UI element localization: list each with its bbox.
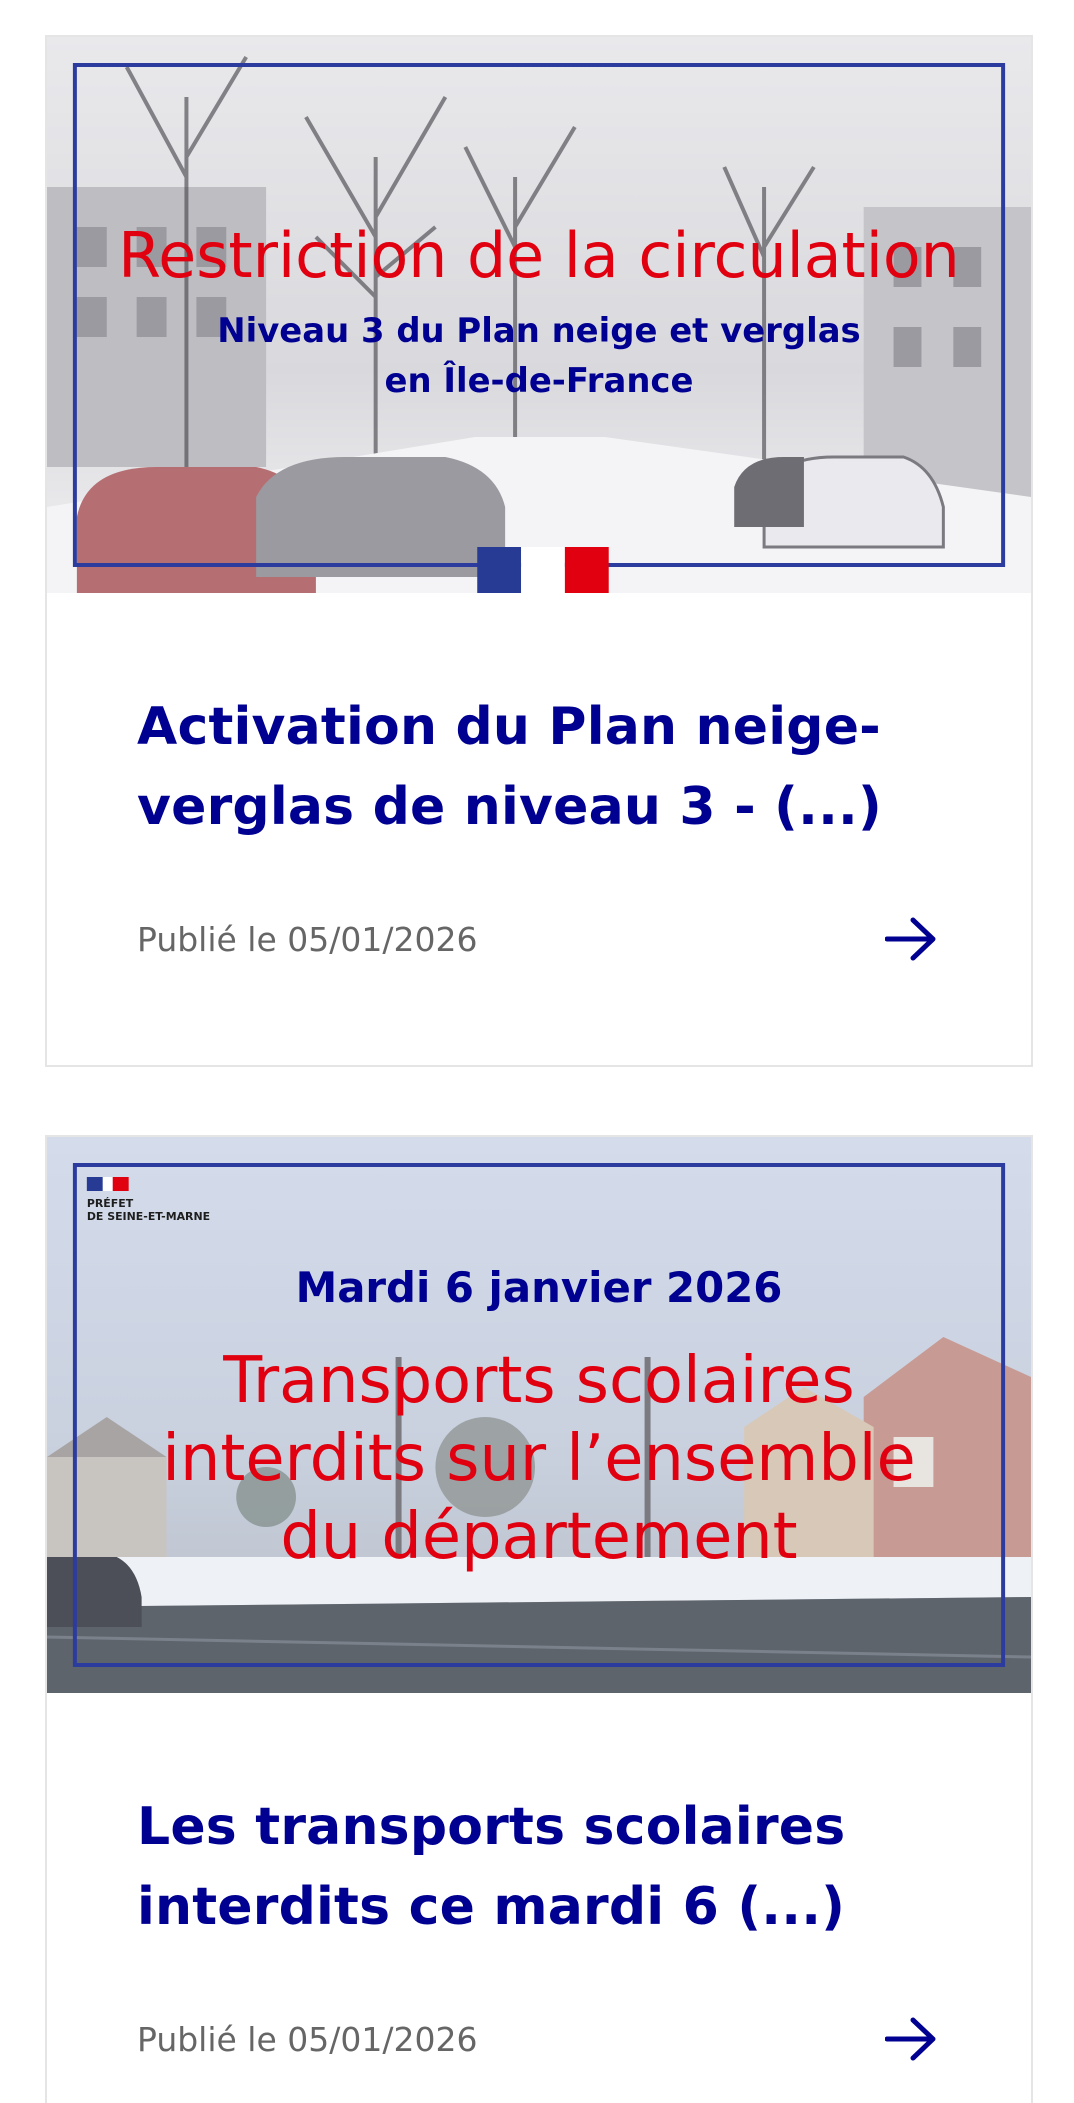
card-title-line: interdits ce mardi 6 (...)	[137, 1877, 846, 1937]
card-footer	[137, 2009, 941, 2069]
snow-street-illustration	[47, 37, 1031, 593]
card-footer	[137, 909, 941, 969]
image-subline: Niveau 3 du Plan neige et verglas	[217, 311, 861, 352]
card-body	[47, 1693, 1031, 2059]
image-headline: interdits sur l’ensemble	[162, 1421, 916, 1497]
card-title-link[interactable]	[137, 687, 941, 847]
image-subline: en Île-de-France	[384, 361, 694, 402]
news-card[interactable]	[45, 35, 1033, 1067]
card-body	[47, 593, 1031, 959]
arrow-right-icon[interactable]	[881, 909, 941, 969]
card-image-school-transport[interactable]	[47, 1137, 1031, 1693]
publish-date: Publié le 05/01/2026	[137, 2019, 478, 2059]
card-title-link[interactable]	[137, 1787, 941, 1947]
image-headline: Restriction de la circulation	[118, 219, 960, 293]
image-date-line: Mardi 6 janvier 2026	[295, 1262, 783, 1313]
card-title-line: Les transports scolaires	[137, 1797, 846, 1857]
card-title-line: Activation du Plan neige-	[137, 697, 881, 757]
logo-text: DE SEINE-ET-MARNE	[86, 1209, 211, 1224]
news-card[interactable]	[45, 1135, 1033, 2103]
card-image-snow-street[interactable]	[47, 37, 1031, 593]
arrow-right-icon[interactable]	[881, 2009, 941, 2069]
snowy-road-illustration	[47, 1137, 1031, 1693]
card-title-line: verglas de niveau 3 - (...)	[137, 777, 882, 837]
logo-text: PRÉFET	[86, 1196, 134, 1211]
image-headline: du département	[280, 1499, 798, 1575]
publish-date: Publié le 05/01/2026	[137, 919, 478, 959]
image-headline: Transports scolaires	[223, 1343, 855, 1419]
